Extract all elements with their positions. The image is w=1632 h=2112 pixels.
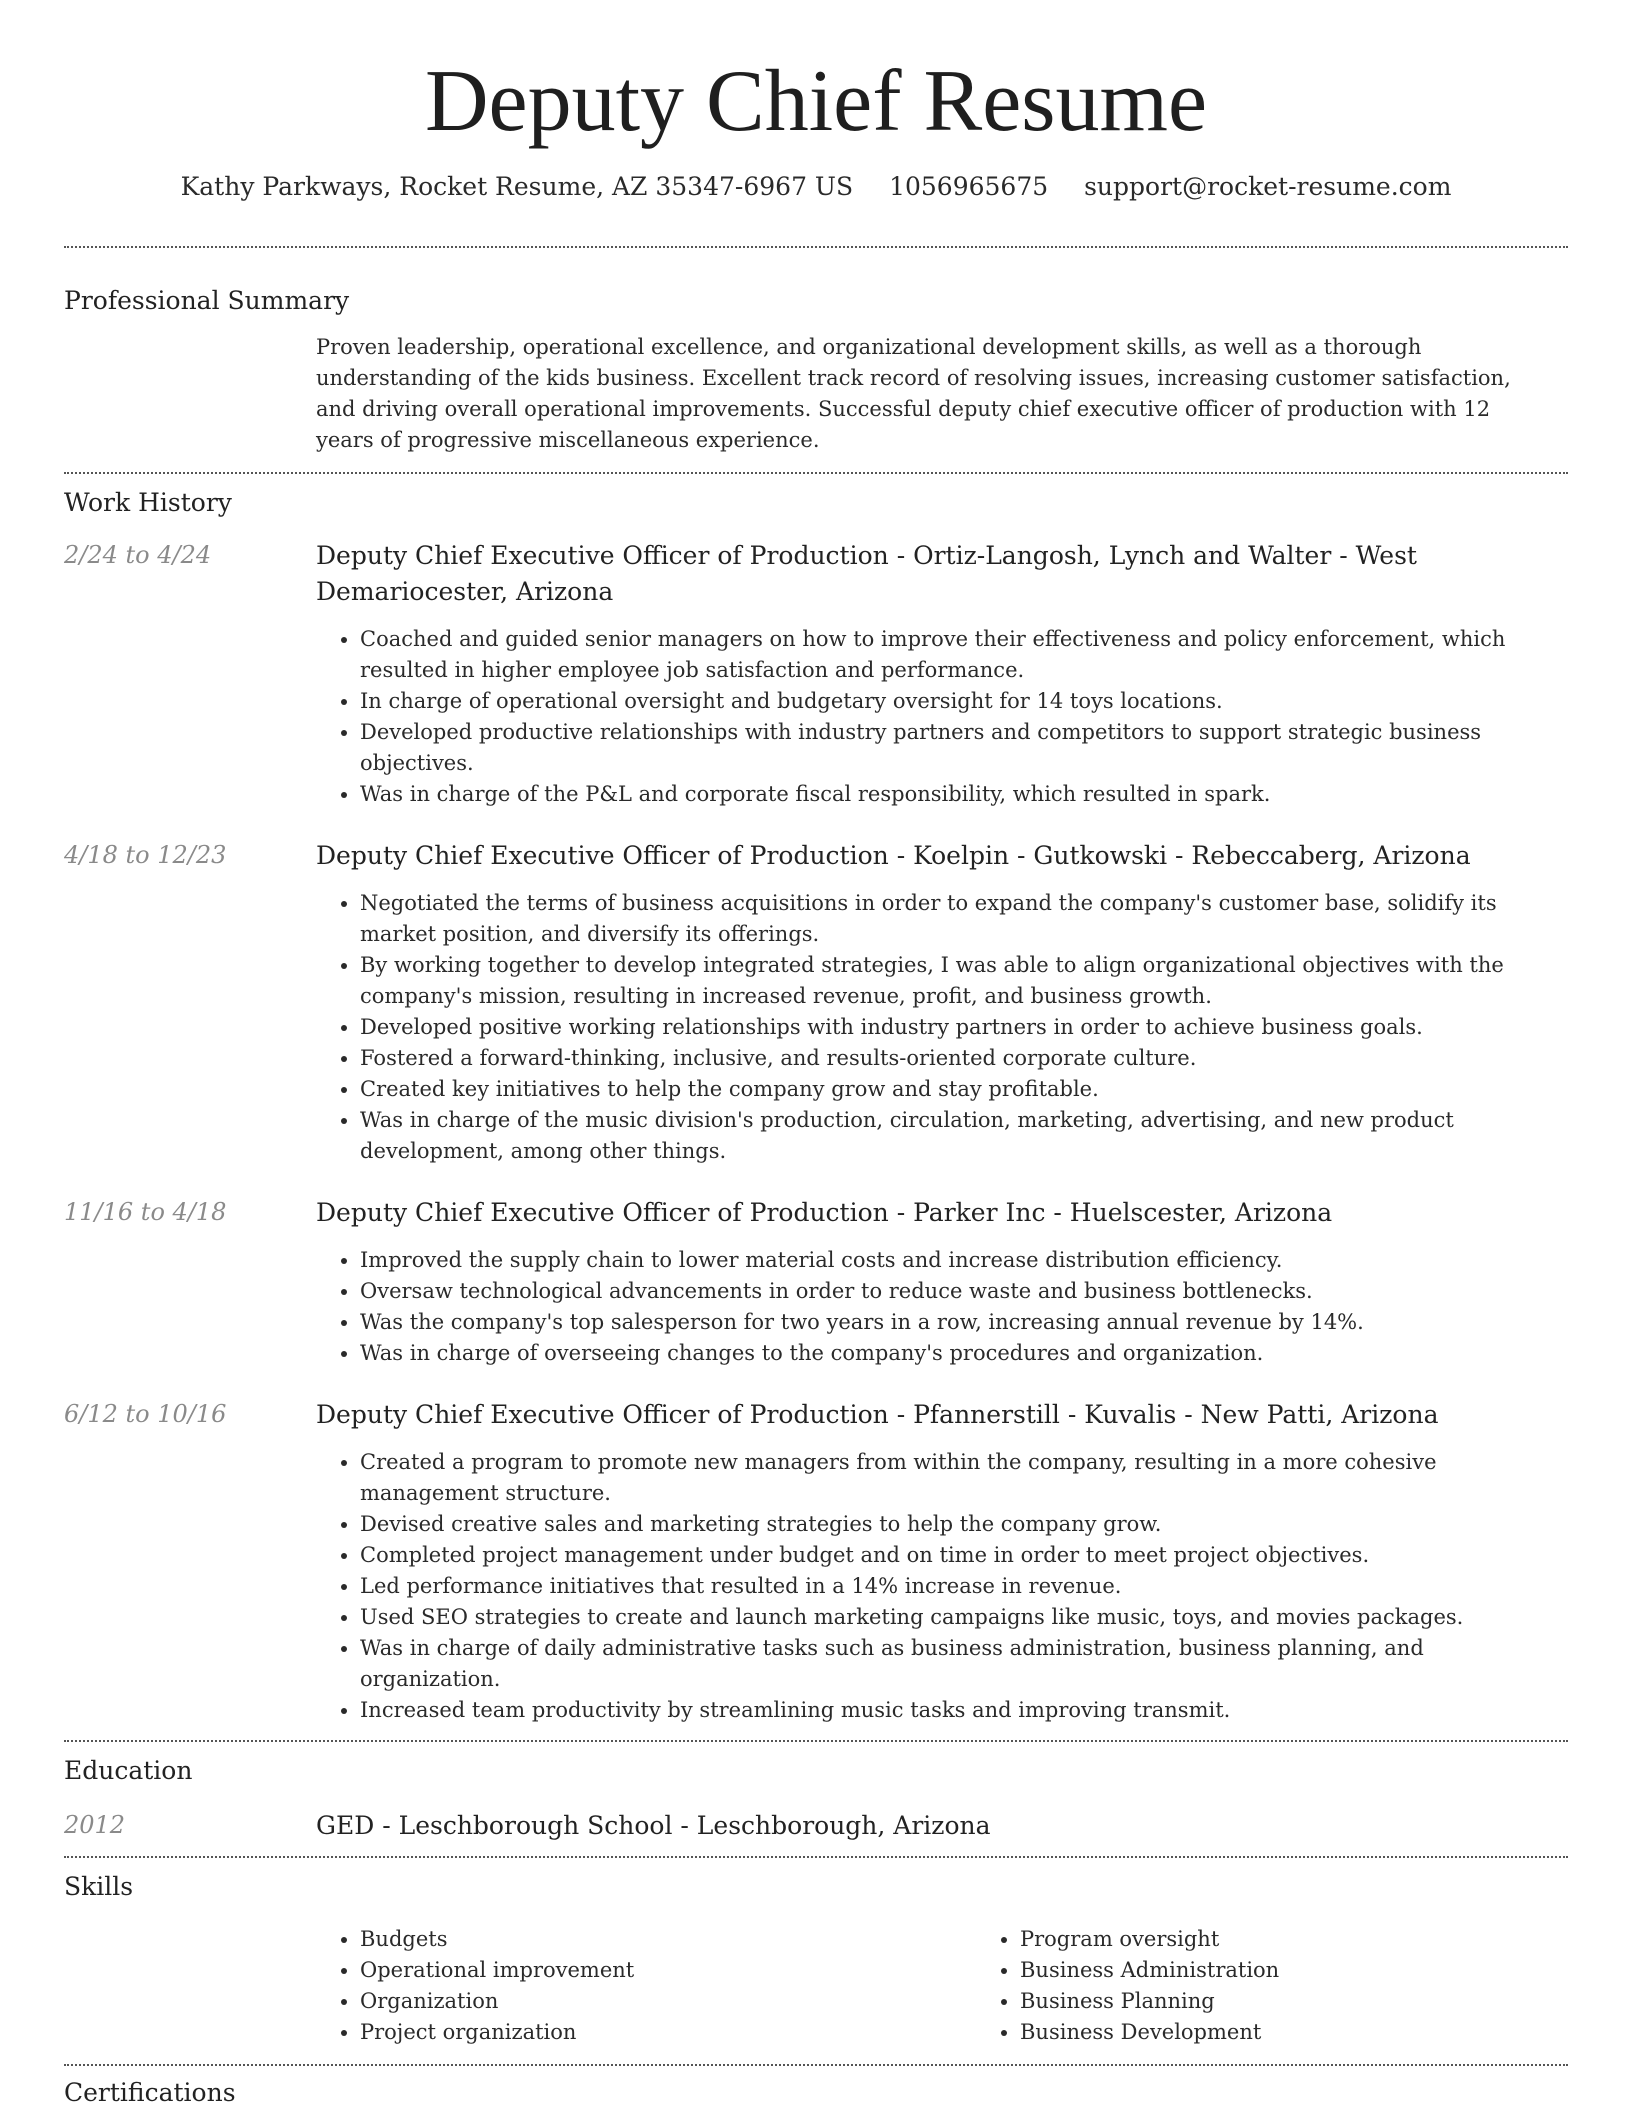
education-year: 2012 — [64, 1811, 126, 1839]
work-history-section — [64, 474, 1568, 1726]
list-item: • Devised creative sales and marketing strategies to help the company grow. — [360, 1509, 1568, 1540]
skill-item: • Business Development — [1020, 2017, 1632, 2048]
job-entry — [64, 1397, 1568, 1726]
job-bullets — [316, 1245, 1568, 1369]
section-title-skills: Skills — [64, 1872, 134, 1901]
contact-phone: 1056965675 — [889, 172, 1049, 201]
job-dates: 11/16 to 4/18 — [64, 1198, 227, 1226]
job-bullets — [316, 1447, 1568, 1726]
list-item: • Increased team productivity by streamlining music tasks and improving transmit. — [360, 1695, 1568, 1726]
list-item: • Fostered a forward-thinking, inclusive, and results-oriented corporate culture. — [360, 1043, 1568, 1074]
section-title-work-history: Work History — [64, 488, 232, 517]
list-item: • Created key initiatives to help the company grow and stay profitable. — [360, 1074, 1568, 1105]
list-item: • Was the company's top salesperson for two years in a row, increasing annual revenue by 14%. — [360, 1307, 1568, 1338]
list-item: • In charge of operational oversight and budgetary oversight for 14 toys locations. — [360, 686, 1568, 717]
summary-text: Proven leadership, operational excellence, and organizational development skills, as well as a thorough understanding of the kids business. Excellent track record of resolving issues, increasing customer satisfaction, and driving overall operational improvements. Successful deputy chief executive officer of production with 12 years of progressive miscellaneous experience. — [316, 335, 1511, 452]
skill-item: • Program oversight — [1020, 1924, 1632, 1955]
list-item: • Used SEO strategies to create and launch marketing campaigns like music, toys, and movies packages. — [360, 1602, 1568, 1633]
job-entry — [64, 838, 1568, 1167]
list-item: • Was in charge of overseeing changes to the company's procedures and organization. — [360, 1338, 1568, 1369]
education-section — [64, 1742, 1568, 1844]
list-item: • Was in charge of daily administrative tasks such as business administration, business planning, and organization. — [360, 1633, 1568, 1695]
list-item: • By working together to develop integrated strategies, I was able to align organizational objectives with the company's mission, resulting in increased revenue, profit, and business growth. — [360, 950, 1568, 1012]
job-dates: 2/24 to 4/24 — [64, 541, 212, 569]
education-entry: GED - Leschborough School - Leschborough, Arizona — [316, 1811, 991, 1840]
skill-item: • Operational improvement — [360, 1955, 976, 1986]
job-dates: 4/18 to 12/23 — [64, 841, 227, 869]
list-item: • Developed productive relationships with industry partners and competitors to support strategic business objectives. — [360, 717, 1568, 779]
job-title: Deputy Chief Executive Officer of Production - Pfannerstill - Kuvalis - New Patti, Arizona — [316, 1400, 1439, 1429]
contact-address: Kathy Parkways, Rocket Resume, AZ 35347-6967 US — [180, 172, 854, 201]
skills-list-right — [976, 1924, 1632, 2048]
job-list — [64, 538, 1568, 1726]
list-item: • Was in charge of the music division's production, circulation, marketing, advertising, and new product development, among other things. — [360, 1105, 1568, 1167]
job-title: Deputy Chief Executive Officer of Production - Ortiz-Langosh, Lynch and Walter - West Demariocester, Arizona — [316, 541, 1417, 606]
skill-item: • Business Administration — [1020, 1955, 1632, 1986]
list-item: • Led performance initiatives that resulted in a 14% increase in revenue. — [360, 1571, 1568, 1602]
certifications-section — [64, 2066, 1568, 2110]
job-bullets — [316, 624, 1568, 810]
list-item: • Oversaw technological advancements in order to reduce waste and business bottlenecks. — [360, 1276, 1568, 1307]
skill-item: • Organization — [360, 1986, 976, 2017]
list-item: • Created a program to promote new managers from within the company, resulting in a more cohesive management structure. — [360, 1447, 1568, 1509]
list-item: • Negotiated the terms of business acquisitions in order to expand the company's customer base, solidify its market position, and diversify its offerings. — [360, 888, 1568, 950]
skill-item: • Project organization — [360, 2017, 976, 2048]
list-item: • Improved the supply chain to lower material costs and increase distribution efficiency. — [360, 1245, 1568, 1276]
skill-item: • Business Planning — [1020, 1986, 1632, 2017]
job-title: Deputy Chief Executive Officer of Production - Parker Inc - Huelscester, Arizona — [316, 1198, 1333, 1227]
list-item: • Completed project management under budget and on time in order to meet project objectives. — [360, 1540, 1568, 1571]
section-title-summary: Professional Summary — [64, 286, 350, 315]
section-title-education: Education — [64, 1756, 193, 1785]
summary-section — [64, 248, 1568, 456]
skills-list-left — [316, 1924, 976, 2048]
contact-email[interactable]: support@rocket-resume.com — [1084, 172, 1452, 201]
contact-line — [64, 170, 1568, 204]
skills-section — [64, 1858, 1568, 2048]
section-title-certifications: Certifications — [64, 2078, 236, 2107]
skill-item: • Budgets — [360, 1924, 976, 1955]
job-entry — [64, 1195, 1568, 1369]
job-bullets — [316, 888, 1568, 1167]
list-item: • Coached and guided senior managers on how to improve their effectiveness and policy enforcement, which resulted in higher employee job satisfaction and performance. — [360, 624, 1568, 686]
job-entry — [64, 538, 1568, 810]
list-item: • Developed positive working relationships with industry partners in order to achieve business goals. — [360, 1012, 1568, 1043]
job-title: Deputy Chief Executive Officer of Production - Koelpin - Gutkowski - Rebeccaberg, Arizona — [316, 841, 1471, 870]
list-item: • Was in charge of the P&L and corporate fiscal responsibility, which resulted in spark. — [360, 779, 1568, 810]
resume-title: Deputy Chief Resume — [424, 53, 1208, 150]
job-dates: 6/12 to 10/16 — [64, 1400, 227, 1428]
